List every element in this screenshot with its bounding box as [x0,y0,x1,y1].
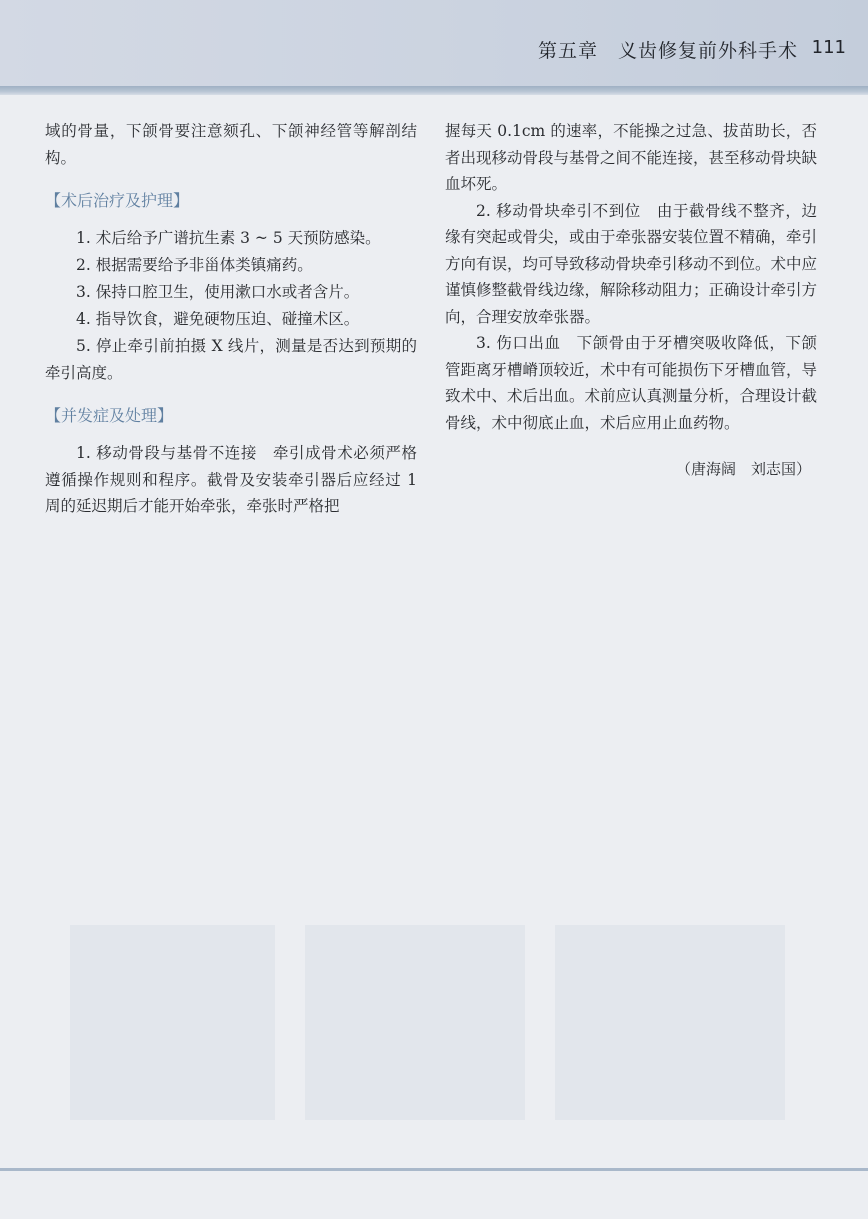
section-heading-postop-care: 【术后治疗及护理】 [45,191,190,210]
continuation-paragraph: 域的骨量，下颌骨要注意颏孔、下颌神经管等解剖结构。 [45,122,417,167]
complication-paragraph: 1. 移动骨段与基骨不连接 牵引成骨术必须严格遵循操作规则和程序。截骨及安装牵引器后应经过 1 周的延迟期后才能开始牵张，牵张时严格把 [45,444,417,515]
complication-paragraph: 2. 移动骨块牵引不到位 由于截骨线不整齐，边缘有突起或骨尖，或由于牵张器安装位置不精确，牵引方向有误，均可导致移动骨块牵引移动不到位。术中应谨慎修整截骨线边缘，解除移动阻力；正确设计牵引方向，合理安放牵张器。 [445,201,818,326]
left-column [45,118,417,520]
header-rule [0,86,868,95]
footer-rule [0,1168,868,1171]
list-item: 1. 术后给予广谱抗生素 3 ~ 5 天预防感染。 [76,229,381,247]
list-item: 2. 根据需要给予非甾体类镇痛药。 [76,256,313,274]
author-byline: （唐海阔 刘志国） [675,460,811,478]
bleed-through-image [555,925,785,1120]
list-item: 5. 停止牵引前拍摄 X 线片，测量是否达到预期的牵引高度。 [45,337,417,382]
list-item: 4. 指导饮食，避免硬物压迫、碰撞术区。 [76,310,360,328]
section-heading-complications: 【并发症及处理】 [45,406,174,425]
continuation-paragraph: 握每天 0.1cm 的速率，不能操之过急、拔苗助长，否者出现移动骨段与基骨之间不能连接，甚至移动骨块缺血坏死。 [445,122,818,193]
header-band [0,0,868,86]
bleed-through-image [70,925,275,1120]
bleed-through-image [305,925,525,1120]
right-column [445,118,817,479]
complication-paragraph: 3. 伤口出血 下颌骨由于牙槽突吸收降低，下颌管距离牙槽嵴顶较近，术中有可能损伤下牙槽血管，导致术中、术后出血。术前应认真测量分析，合理设计截骨线，术中彻底止血，术后应用止血药物。 [445,334,818,432]
list-item: 3. 保持口腔卫生，使用漱口水或者含片。 [76,283,360,301]
page-number: 111 [811,37,846,58]
chapter-title: 第五章 义齿修复前外科手术 [537,40,798,62]
